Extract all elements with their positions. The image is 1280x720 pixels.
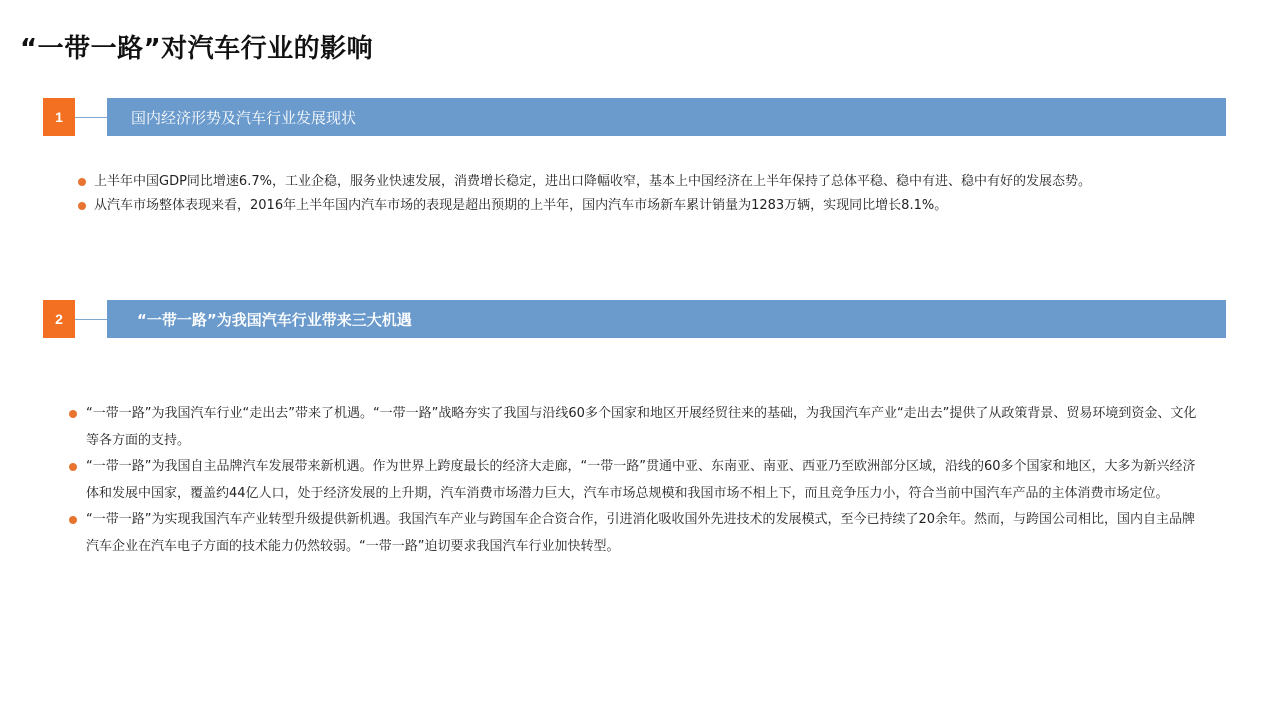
section-2-bullet-1 xyxy=(86,401,1206,454)
section-2-bullet-2 xyxy=(86,454,1206,507)
section-2-bullet-3 xyxy=(86,507,1206,560)
bullet-dot-icon xyxy=(69,463,77,471)
bullet-dot-icon xyxy=(69,516,77,524)
section-2-bullet-1-text: “一带一路”为我国汽车行业“走出去”带来了机遇。“一带一路”战略夯实了我国与沿线60多个国家和地区开展经贸往来的基础，为我国汽车产业“走出去”提供了从政策背景、贸易环境到资金、文化等各方面的支持。 xyxy=(86,406,1197,448)
section-2-title: “一带一路”为我国汽车行业带来三大机遇 xyxy=(107,300,1226,338)
section-1-bullet-1 xyxy=(94,170,1244,194)
section-1-bullet-2-text: 从汽车市场整体表现来看，2016年上半年国内汽车市场的表现是超出预期的上半年，国内汽车市场新车累计销量为1283万辆，实现同比增长8.1%。 xyxy=(94,198,948,213)
section-1-connector xyxy=(75,117,107,118)
section-1-bullet-2 xyxy=(94,194,1244,218)
section-1-header xyxy=(43,98,1226,138)
section-2-bullet-3-text: “一带一路”为实现我国汽车产业转型升级提供新机遇。我国汽车产业与跨国车企合资合作，引进消化吸收国外先进技术的发展模式，至今已持续了20余年。然而，与跨国公司相比，国内自主品牌汽车企业在汽车电子方面的技术能力仍然较弱。“一带一路”迫切要求我国汽车行业加快转型。 xyxy=(86,512,1196,554)
section-1-title: 国内经济形势及汽车行业发展现状 xyxy=(107,98,1226,136)
bullet-dot-icon xyxy=(78,178,86,186)
section-1-bullet-list xyxy=(94,170,1244,218)
section-2-bullet-2-text: “一带一路”为我国自主品牌汽车发展带来新机遇。作为世界上跨度最长的经济大走廊，“一带一路”贯通中亚、东南亚、南亚、西亚乃至欧洲部分区域，沿线的60多个国家和地区，大多为新兴经济体和发展中国家，覆盖约44亿人口，处于经济发展的上升期，汽车消费市场潜力巨大，汽车市场总规模和我国市场不相上下，而且竞争压力小，符合当前中国汽车产品的主体消费市场定位。 xyxy=(86,459,1196,501)
page-title: “一带一路”对汽车行业的影响 xyxy=(20,34,374,64)
section-2-bullet-list xyxy=(86,401,1206,560)
section-1-bullet-1-text: 上半年中国GDP同比增速6.7%，工业企稳，服务业快速发展，消费增长稳定，进出口降幅收窄，基本上中国经济在上半年保持了总体平稳、稳中有进、稳中有好的发展态势。 xyxy=(94,174,1091,189)
section-2-number: 2 xyxy=(43,300,75,338)
section-1-number: 1 xyxy=(43,98,75,136)
section-2-header xyxy=(43,300,1226,340)
bullet-dot-icon xyxy=(69,410,77,418)
section-2-connector xyxy=(75,319,107,320)
bullet-dot-icon xyxy=(78,202,86,210)
